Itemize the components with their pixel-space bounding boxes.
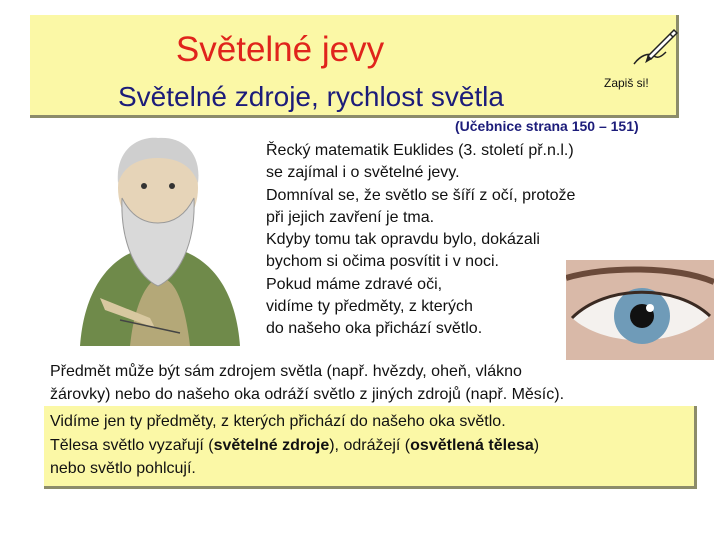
page-title: Světelné jevy — [175, 30, 385, 69]
summary-line-3: nebo světlo pohlcují. — [50, 460, 196, 477]
euclid-portrait — [60, 128, 256, 346]
text-line: Předmět může být sám zdrojem světla (např. hvězdy, oheň, vlákno — [50, 363, 522, 380]
summary-text-part: ), odrážejí ( — [329, 436, 411, 454]
note-label: Zapiš si! — [604, 76, 649, 90]
pen-writing-icon — [630, 26, 678, 68]
summary-line-2 — [50, 434, 539, 458]
summary-line-1: Vidíme jen ty předměty, z kterých přichází do našeho oka světlo. — [50, 413, 506, 430]
summary-text-part: Tělesa světlo vyzařují ( — [50, 436, 214, 454]
eye-photo — [566, 260, 714, 360]
summary-text — [50, 410, 539, 481]
text-line: Domníval se, že světlo se šíří z očí, protože — [266, 186, 576, 204]
page-subtitle: Světelné zdroje, rychlost světla — [118, 81, 504, 112]
light-sources-term: světelné zdroje — [213, 436, 330, 454]
summary-text-part: ) — [533, 436, 540, 454]
text-line: žárovky) nebo do našeho oka odráží světlo z jiných zdrojů (např. Měsíc). — [50, 386, 565, 403]
text-line: bychom si očima posvítit i v noci. — [266, 253, 499, 271]
text-line: Řecký matematik Euklides (3. století př.n.l.) — [266, 142, 574, 159]
text-line: vidíme ty předměty, z kterých — [266, 298, 473, 316]
euclid-text — [266, 140, 576, 341]
text-line: Kdyby tomu tak opravdu bylo, dokázali — [266, 231, 540, 249]
light-source-text — [50, 360, 710, 406]
text-line: Pokud máme zdravé oči, — [266, 275, 443, 293]
text-line: do našeho oka přichází světlo. — [266, 320, 483, 338]
textbook-reference: (Učebnice strana 150 – 151) — [455, 118, 639, 134]
text-line: při jejich zavření je tma. — [266, 208, 435, 226]
illuminated-bodies-term: osvětlená tělesa — [410, 436, 534, 454]
text-line: se zajímal i o světelné jevy. — [266, 164, 460, 182]
